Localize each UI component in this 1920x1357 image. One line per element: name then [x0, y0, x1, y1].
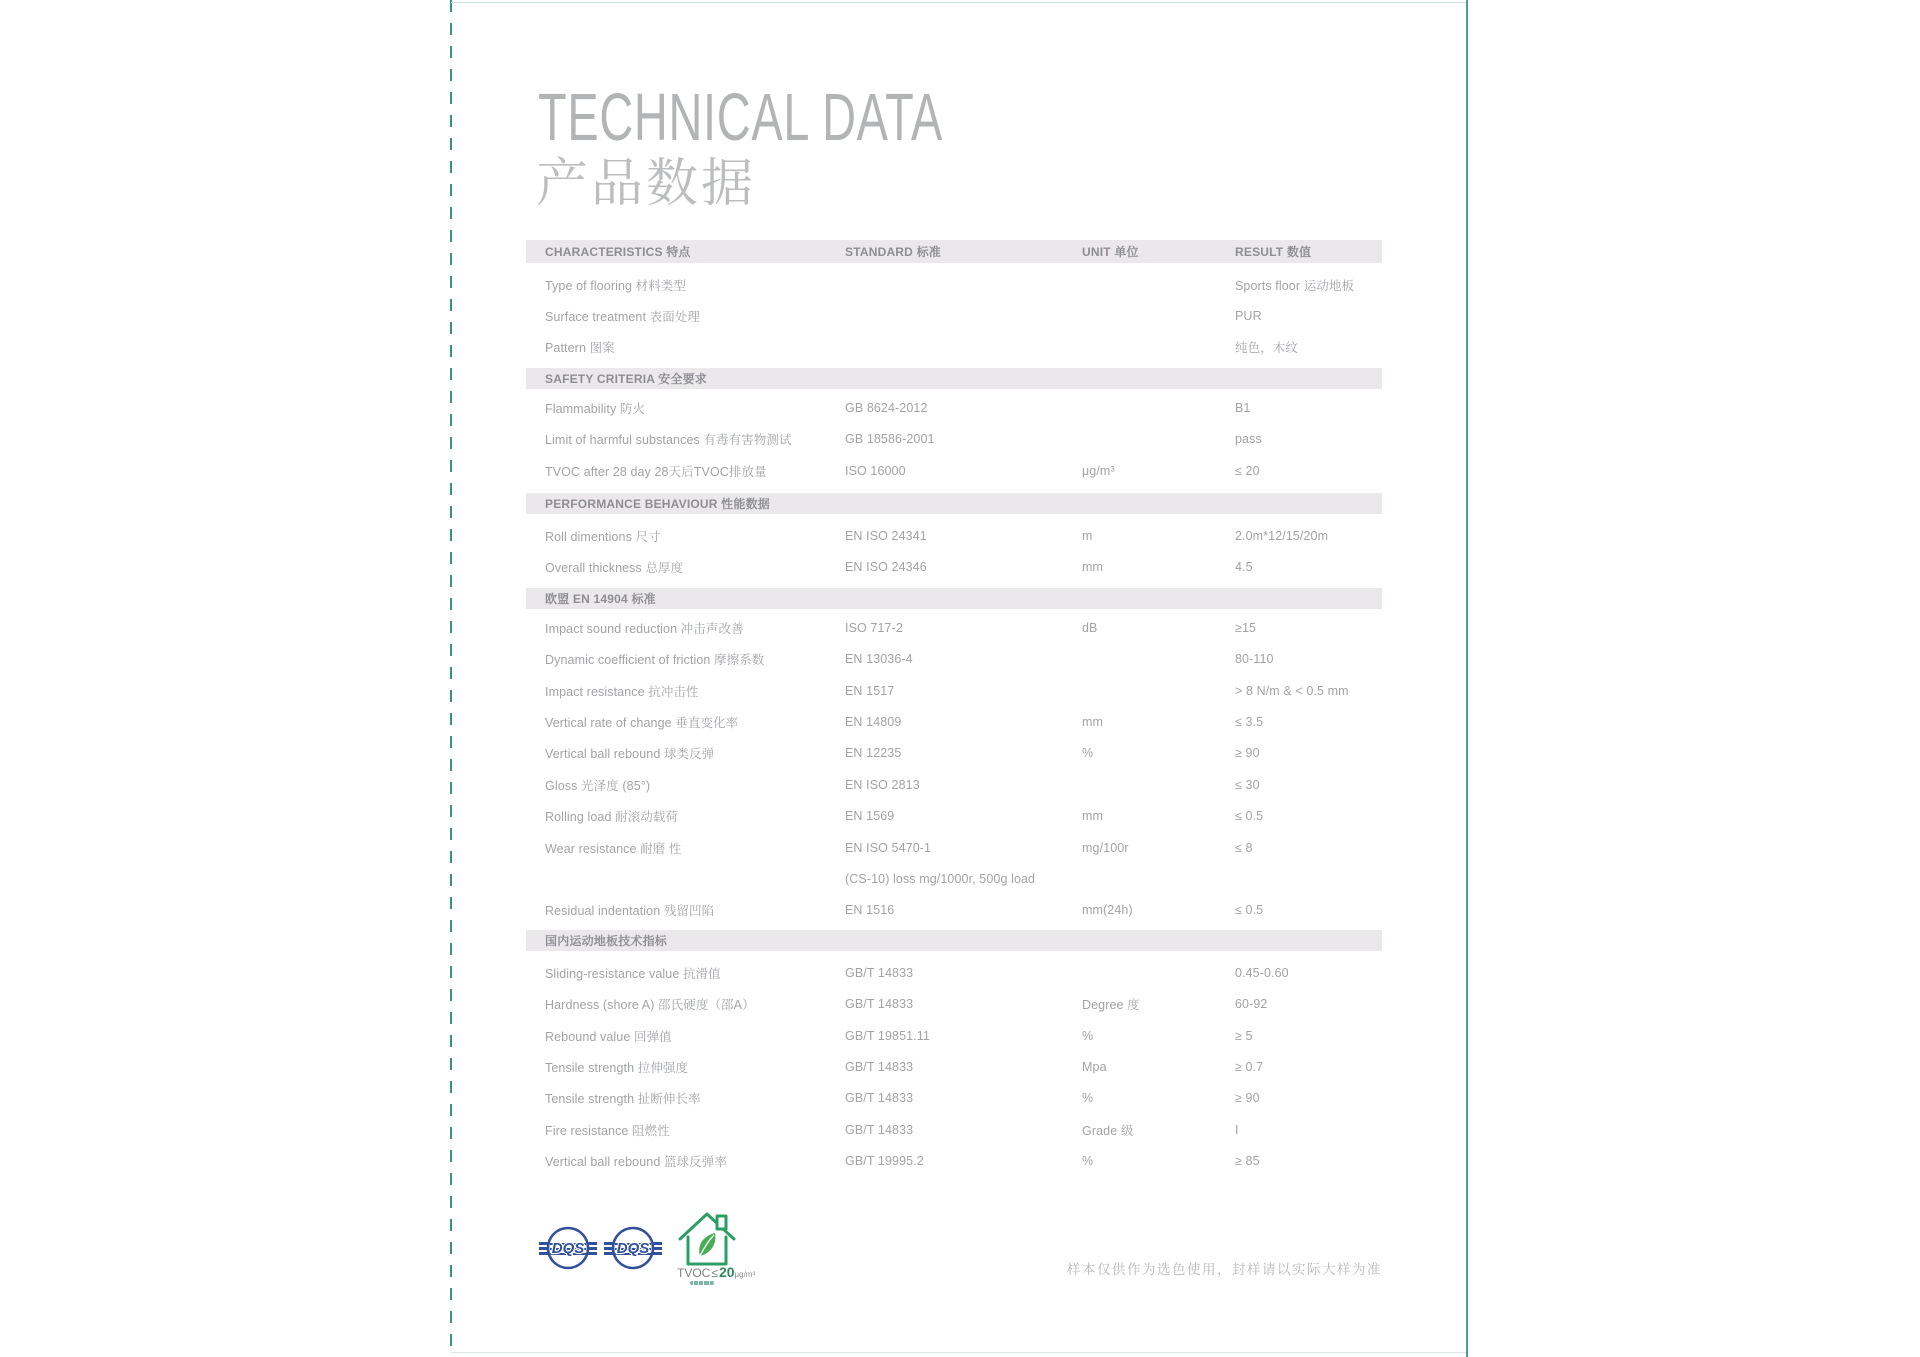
- cell-characteristic: Hardness (shore A) 邵氏硬度（邵A）: [545, 998, 755, 1013]
- cell-result: 0.45-0.60: [1235, 965, 1289, 980]
- cell-unit: Degree 度: [1082, 998, 1140, 1013]
- cell-standard: EN ISO 5470-1: [845, 840, 932, 855]
- cell-characteristic: Rebound value 回弹值: [545, 1029, 672, 1044]
- table-row: [526, 644, 1382, 675]
- cell-unit: Grade 级: [1082, 1123, 1134, 1138]
- cell-characteristic: Flammability 防火: [545, 401, 646, 416]
- table-row: [526, 706, 1382, 737]
- cell-characteristic: Vertical ball rebound 篮球反弹率: [545, 1155, 727, 1170]
- section-band: SAFETY CRITERIA 安全要求: [526, 368, 1382, 389]
- page-title-en: TECHNICAL DATA: [538, 80, 944, 155]
- table-row: [526, 988, 1382, 1019]
- bottom-border: [451, 1352, 1466, 1353]
- cell-result: pass: [1235, 432, 1262, 447]
- tvoc-prefix: TVOC: [677, 1266, 711, 1280]
- header-result: RESULT 数值: [1235, 245, 1312, 259]
- cell-result: ≥ 0.7: [1235, 1059, 1264, 1074]
- cell-unit: mm: [1082, 560, 1104, 575]
- table-row: [526, 300, 1382, 331]
- cell-characteristic: Impact resistance 抗冲击性: [545, 684, 699, 699]
- table-row: [526, 392, 1382, 423]
- cell-standard: GB/T 19995.2: [845, 1154, 924, 1169]
- cell-result: ≥15: [1235, 620, 1257, 635]
- cell-result: > 8 N/m & < 0.5 mm: [1235, 683, 1349, 698]
- table-section: [526, 493, 1382, 583]
- cell-result: I: [1235, 1122, 1239, 1137]
- table-section: [526, 269, 1382, 363]
- cell-unit: μg/m³: [1082, 463, 1115, 478]
- cell-characteristic: Tensile strength 扯断伸长率: [545, 1092, 701, 1107]
- cell-unit: mm: [1082, 809, 1104, 824]
- cell-result: ≤ 30: [1235, 777, 1260, 792]
- table-body: [526, 269, 1382, 1177]
- cell-characteristic: Gloss 光泽度 (85°): [545, 778, 651, 793]
- cell-standard: GB/T 14833: [845, 997, 914, 1012]
- section-rows: [526, 957, 1382, 1177]
- sample-disclaimer: 样本仅供作为选色使用，封样请以实际大样为准: [1067, 1262, 1382, 1277]
- cell-standard: GB/T 14833: [845, 1122, 914, 1137]
- cell-characteristic: Tensile strength 拉伸强度: [545, 1060, 689, 1075]
- cell-result: 80-110: [1235, 652, 1274, 667]
- cell-characteristic: Roll dimentions 尺寸: [545, 530, 661, 545]
- cell-result: ≤ 0.5: [1235, 809, 1264, 824]
- section-rows: [526, 269, 1382, 363]
- right-solid-border: [1466, 0, 1468, 1357]
- cell-result: ≥ 90: [1235, 1091, 1260, 1106]
- table-row: [526, 832, 1382, 863]
- table-row: [526, 800, 1382, 831]
- cell-characteristic: Vertical ball rebound 球类反弹: [545, 747, 715, 762]
- section-rows: [526, 612, 1382, 926]
- section-rows: [526, 520, 1382, 583]
- table-row: [526, 957, 1382, 988]
- cell-standard: GB/T 14833: [845, 965, 914, 980]
- page-title-zh: 产品数据: [536, 155, 757, 213]
- cell-result: B1: [1235, 400, 1251, 415]
- cell-result: ≤ 0.5: [1235, 903, 1264, 918]
- cell-unit: dB: [1082, 620, 1098, 635]
- cell-result: 纯色，木纹: [1235, 341, 1299, 356]
- header-characteristics: CHARACTERISTICS 特点: [545, 245, 691, 259]
- tvoc-lte-symbol: ≤: [711, 1266, 718, 1280]
- cell-standard: GB 18586-2001: [845, 432, 935, 447]
- cell-standard: GB/T 19851.11: [845, 1028, 930, 1043]
- tvoc-fineprint: [690, 1281, 714, 1285]
- cell-unit: mm(24h): [1082, 903, 1133, 918]
- cell-result: ≥ 85: [1235, 1154, 1260, 1169]
- table-row: [526, 1051, 1382, 1082]
- cell-characteristic: Fire resistance 阻燃性: [545, 1123, 670, 1138]
- cell-standard: EN 1516: [845, 903, 895, 918]
- cell-standard: GB/T 14833: [845, 1091, 914, 1106]
- cell-standard: EN 13036-4: [845, 652, 913, 667]
- left-dashed-border: [450, 0, 452, 1357]
- technical-data-table: [526, 240, 1382, 1177]
- cell-unit: mg/100r: [1082, 840, 1129, 855]
- table-row: [526, 612, 1382, 643]
- table-row: [526, 895, 1382, 926]
- table-section: [526, 368, 1382, 486]
- cell-characteristic: TVOC after 28 day 28天后TVOC排放量: [545, 464, 767, 479]
- cell-standard: EN ISO 24341: [845, 529, 927, 544]
- cell-standard: ISO 16000: [845, 463, 906, 478]
- cell-characteristic: Residual indentation 残留凹陷: [545, 904, 715, 919]
- cell-standard: (CS-10) loss mg/1000r, 500g load: [845, 871, 1036, 886]
- cell-result: ≥ 90: [1235, 746, 1260, 761]
- cell-standard: EN 1569: [845, 809, 895, 824]
- table-row: [526, 1145, 1382, 1176]
- cell-unit: %: [1082, 1028, 1094, 1043]
- cell-unit: %: [1082, 746, 1094, 761]
- cell-standard: EN 12235: [845, 746, 902, 761]
- cell-unit: %: [1082, 1154, 1094, 1169]
- cell-unit: m: [1082, 529, 1093, 544]
- table-header-row: [526, 240, 1382, 263]
- cell-characteristic: Wear resistance 耐磨 性: [545, 841, 682, 856]
- cell-standard: EN 1517: [845, 683, 895, 698]
- table-row: [526, 863, 1382, 894]
- cell-characteristic: Surface treatment 表面处理: [545, 310, 701, 325]
- table-row: [526, 552, 1382, 583]
- cell-result: 60-92: [1235, 997, 1268, 1012]
- cell-result: PUR: [1235, 309, 1262, 324]
- cell-standard: EN ISO 24346: [845, 560, 927, 575]
- table-row: [526, 1020, 1382, 1051]
- table-row: [526, 769, 1382, 800]
- section-band: 国内运动地板技术指标: [526, 930, 1382, 951]
- header-standard: STANDARD 标准: [845, 245, 941, 259]
- cell-result: 4.5: [1235, 560, 1253, 575]
- cell-result: Sports floor 运动地板: [1235, 278, 1355, 293]
- cell-result: 2.0m*12/15/20m: [1235, 529, 1329, 544]
- cell-result: ≤ 8: [1235, 840, 1253, 855]
- cell-unit: mm: [1082, 714, 1104, 729]
- cell-result: ≤ 3.5: [1235, 714, 1264, 729]
- cell-standard: GB 8624-2012: [845, 400, 928, 415]
- svg-text:DQS: DQS: [616, 1240, 650, 1257]
- table-section: [526, 930, 1382, 1177]
- cell-characteristic: Vertical rate of change 垂直变化率: [545, 715, 739, 730]
- table-row: [526, 738, 1382, 769]
- table-row: [526, 269, 1382, 300]
- header-unit: UNIT 单位: [1082, 245, 1139, 259]
- cell-characteristic: Dynamic coefficient of friction 摩擦系数: [545, 653, 765, 668]
- tvoc-unit: μg/m³: [734, 1270, 756, 1279]
- cell-standard: GB/T 14833: [845, 1059, 914, 1074]
- cell-standard: EN 14809: [845, 714, 902, 729]
- table-row: [526, 424, 1382, 455]
- cell-unit: Mpa: [1082, 1059, 1107, 1074]
- tvoc-value: 20: [718, 1264, 735, 1280]
- table-row: [526, 332, 1382, 363]
- cell-characteristic: Rolling load 耐滚动载荷: [545, 810, 679, 825]
- table-row: [526, 520, 1382, 551]
- table-section: [526, 588, 1382, 926]
- cell-result: ≥ 5: [1235, 1028, 1253, 1043]
- table-row: [526, 455, 1382, 486]
- table-row: [526, 1083, 1382, 1114]
- top-border: [451, 2, 1466, 3]
- cell-characteristic: Pattern 图案: [545, 341, 615, 356]
- cell-result: ≤ 20: [1235, 463, 1260, 478]
- section-rows: [526, 392, 1382, 486]
- cell-unit: %: [1082, 1091, 1094, 1106]
- cell-characteristic: Impact sound reduction 冲击声改善: [545, 621, 744, 636]
- svg-text:DQS: DQS: [551, 1240, 585, 1257]
- table-row: [526, 1114, 1382, 1145]
- cell-standard: EN ISO 2813: [845, 777, 920, 792]
- table-row: [526, 675, 1382, 706]
- cell-characteristic: Limit of harmful substances 有毒有害物测试: [545, 433, 792, 448]
- cell-characteristic: Sliding-resistance value 抗滑值: [545, 966, 721, 981]
- cell-standard: ISO 717-2: [845, 620, 903, 635]
- cell-characteristic: Overall thickness 总厚度: [545, 561, 684, 576]
- section-band: PERFORMANCE BEHAVIOUR 性能数据: [526, 493, 1382, 514]
- section-band: 欧盟 EN 14904 标准: [526, 588, 1382, 609]
- cell-characteristic: Type of flooring 材料类型: [545, 278, 687, 293]
